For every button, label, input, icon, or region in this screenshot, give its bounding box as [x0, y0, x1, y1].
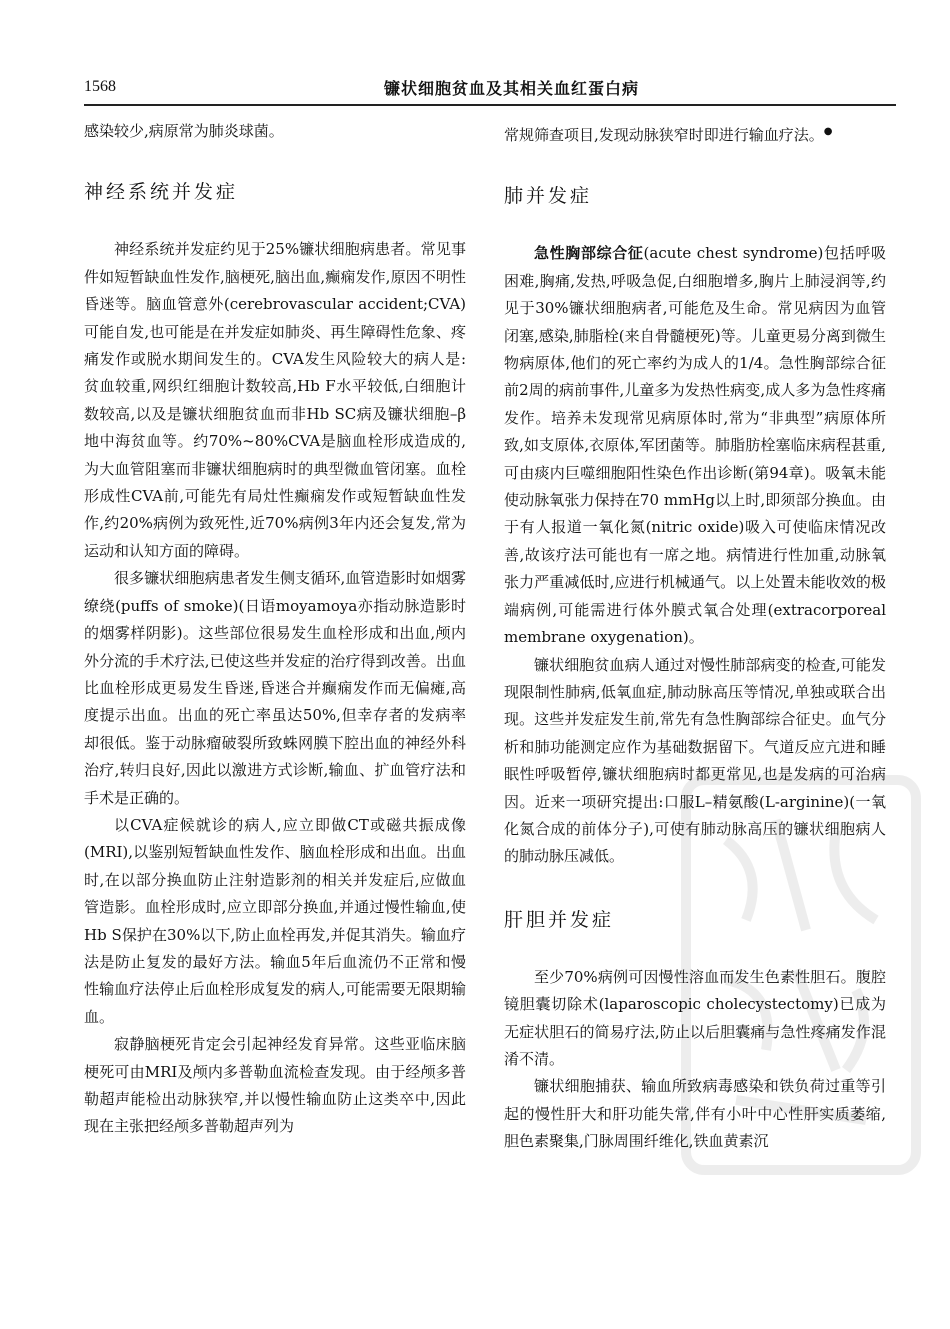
section-heading-lung: 肺并发症	[504, 185, 593, 208]
paragraph	[504, 240, 886, 651]
paragraph: 寂静脑梗死肯定会引起神经发育异常。这些亚临床脑梗死可由MRI及颅内多普勒血流检查发现。由于经颅多普勒超声能检出动脉狭窄,并以慢性输血防止这类卒中,因此现在主张把经颅多普勒超声列为	[84, 1035, 466, 1136]
paragraph: 镰状细胞捕获、输血所致病毒感染和铁负荷过重等引起的慢性肝大和肝功能失常,伴有小叶中心性肝实质萎缩,胆色素聚集,门脉周围纤维化,铁血黄素沉	[504, 1077, 886, 1151]
paragraph: 至少70%病例可因慢性溶血而发生色素性胆石。腹腔镜胆囊切除术(laparoscopic cholecystectomy)已成为无症状胆石的简易疗法,防止以后胆囊痛与急性疼痛发作混淆不清。	[504, 967, 886, 1068]
carryover-text: 感染较少,病原常为肺炎球菌。	[84, 122, 284, 140]
running-title: 镰状细胞贫血及其相关血红蛋白病	[384, 79, 640, 98]
paragraph: 以CVA症候就诊的病人,应立即做CT或磁共振成像(MRI),以鉴别短暂缺血性发作、脑血栓形成和出血。出血时,在以部分换血防止注射造影剂的相关并发症后,应做血管造影。血栓形成时,应立即部分换血,并通过慢性输血,使Hb S保护在30%以下,防止血栓再发,并促其消失。输血疗法是防止复发的最好方法。输血5年后血流仍不正常和慢性输血疗法停止后血栓形成复发的病人,可能需要无限期输血。	[84, 815, 466, 1026]
footnote-marker: ●	[823, 126, 833, 137]
page-number: 1568	[84, 78, 116, 95]
paragraph-text: (acute chest syndrome)包括呼吸困难,胸痛,发热,呼吸急促,白细胞增多,胸片上肺浸润等,约见于30%镰状细胞病者,可能危及生命。常见病因为血管闭塞,感染,肺脂栓(来自骨髓梗死)等。儿童更易分离到微生物病原体,他们的死亡率约为成人的1/4。急性胸部综合征前2周的病前事件,儿童多为发热性病变,成人多为急性疼痛发作。培养未发现常见病原体时,常为“非典型”病原体所致,如支原体,衣原体,军团菌等。肺脂肪栓塞临床病程甚重,可由痰内巨噬细胞阳性染色作出诊断(第94章)。吸氧未能使动脉氧张力保持在70 mmHg以上时,即须部分换血。由于有人报道一氧化氮(nitric oxide)吸入可使临床情况改善,故该疗法可能也有一席之地。病情进行性加重,动脉氧张力严重减低时,应进行机械通气。以上处置未能收效的极端病例,可能需进行体外膜式氧合处理(extracorporeal membrane oxygenation)。	[504, 244, 886, 647]
carryover-text	[504, 118, 886, 149]
paragraph: 很多镰状细胞病患者发生侧支循环,血管造影时如烟雾缭绕(puffs of smoke)(日语moyamoya亦指动脉造影时的烟雾样阴影)。这些部位很易发生血栓形成和出血,颅内外分流的手术疗法,已使这些并发症的治疗得到改善。出血比血栓形成更易发生昏迷,昏迷合并癫痫发作而无偏瘫,高度提示出血。出血的死亡率虽达50%,但幸存者的发病率却很低。鉴于动脉瘤破裂所致蛛网膜下腔出血的神经外科治疗,转归良好,因此以激进方式诊断,输血、扩血管疗法和手术是正确的。	[84, 569, 466, 807]
header-rule	[84, 104, 896, 106]
paragraph: 镰状细胞贫血病人通过对慢性肺部病变的检查,可能发现限制性肺病,低氧血症,肺动脉高压等情况,单独或联合出现。这些并发症发生前,常先有急性胸部综合征史。血气分析和肺功能测定应作为基础数据留下。气道反应亢进和睡眠性呼吸暂停,镰状细胞病时都更常见,也是发病的可治病因。近来一项研究提出:口服L–精氨酸(L-arginine)(一氧化氮合成的前体分子),可使有肺动脉高压的镰状细胞病人的肺动脉压减低。	[504, 655, 886, 866]
paragraph: 神经系统并发症约见于25%镰状细胞病患者。常见事件如短暂缺血性发作,脑梗死,脑出血,癫痫发作,原因不明性昏迷等。脑血管意外(cerebrovascular accident;CVA)可能自发,也可能是在并发症如肺炎、再生障碍性危象、疼痛发作或脱水期间发生的。CVA发生风险较大的病人是:贫血较重,网织红细胞计数较高,Hb F水平较低,白细胞计数较高,以及是镰状细胞贫血而非Hb SC病及镰状细胞–β地中海贫血等。约70%~80%CVA是脑血栓形成造成的,为大血管阻塞而非镰状细胞病时的典型微血管闭塞。血栓形成性CVA前,可能先有局灶性癫痫发作或短暂缺血性发作,约20%病例为致死性,近70%病例3年内还会复发,常为运动和认知方面的障碍。	[84, 240, 466, 560]
section-heading-liver: 肝胆并发症	[504, 908, 615, 931]
carryover-sentence: 常规筛查项目,发现动脉狭窄时即进行输血疗法。	[504, 126, 824, 144]
section-heading-neuro: 神经系统并发症	[84, 181, 239, 204]
watermark-stamp	[666, 760, 936, 1190]
page-header	[84, 76, 896, 102]
term-acute-chest-syndrome: 急性胸部综合征	[534, 244, 644, 263]
left-column	[84, 118, 466, 1141]
